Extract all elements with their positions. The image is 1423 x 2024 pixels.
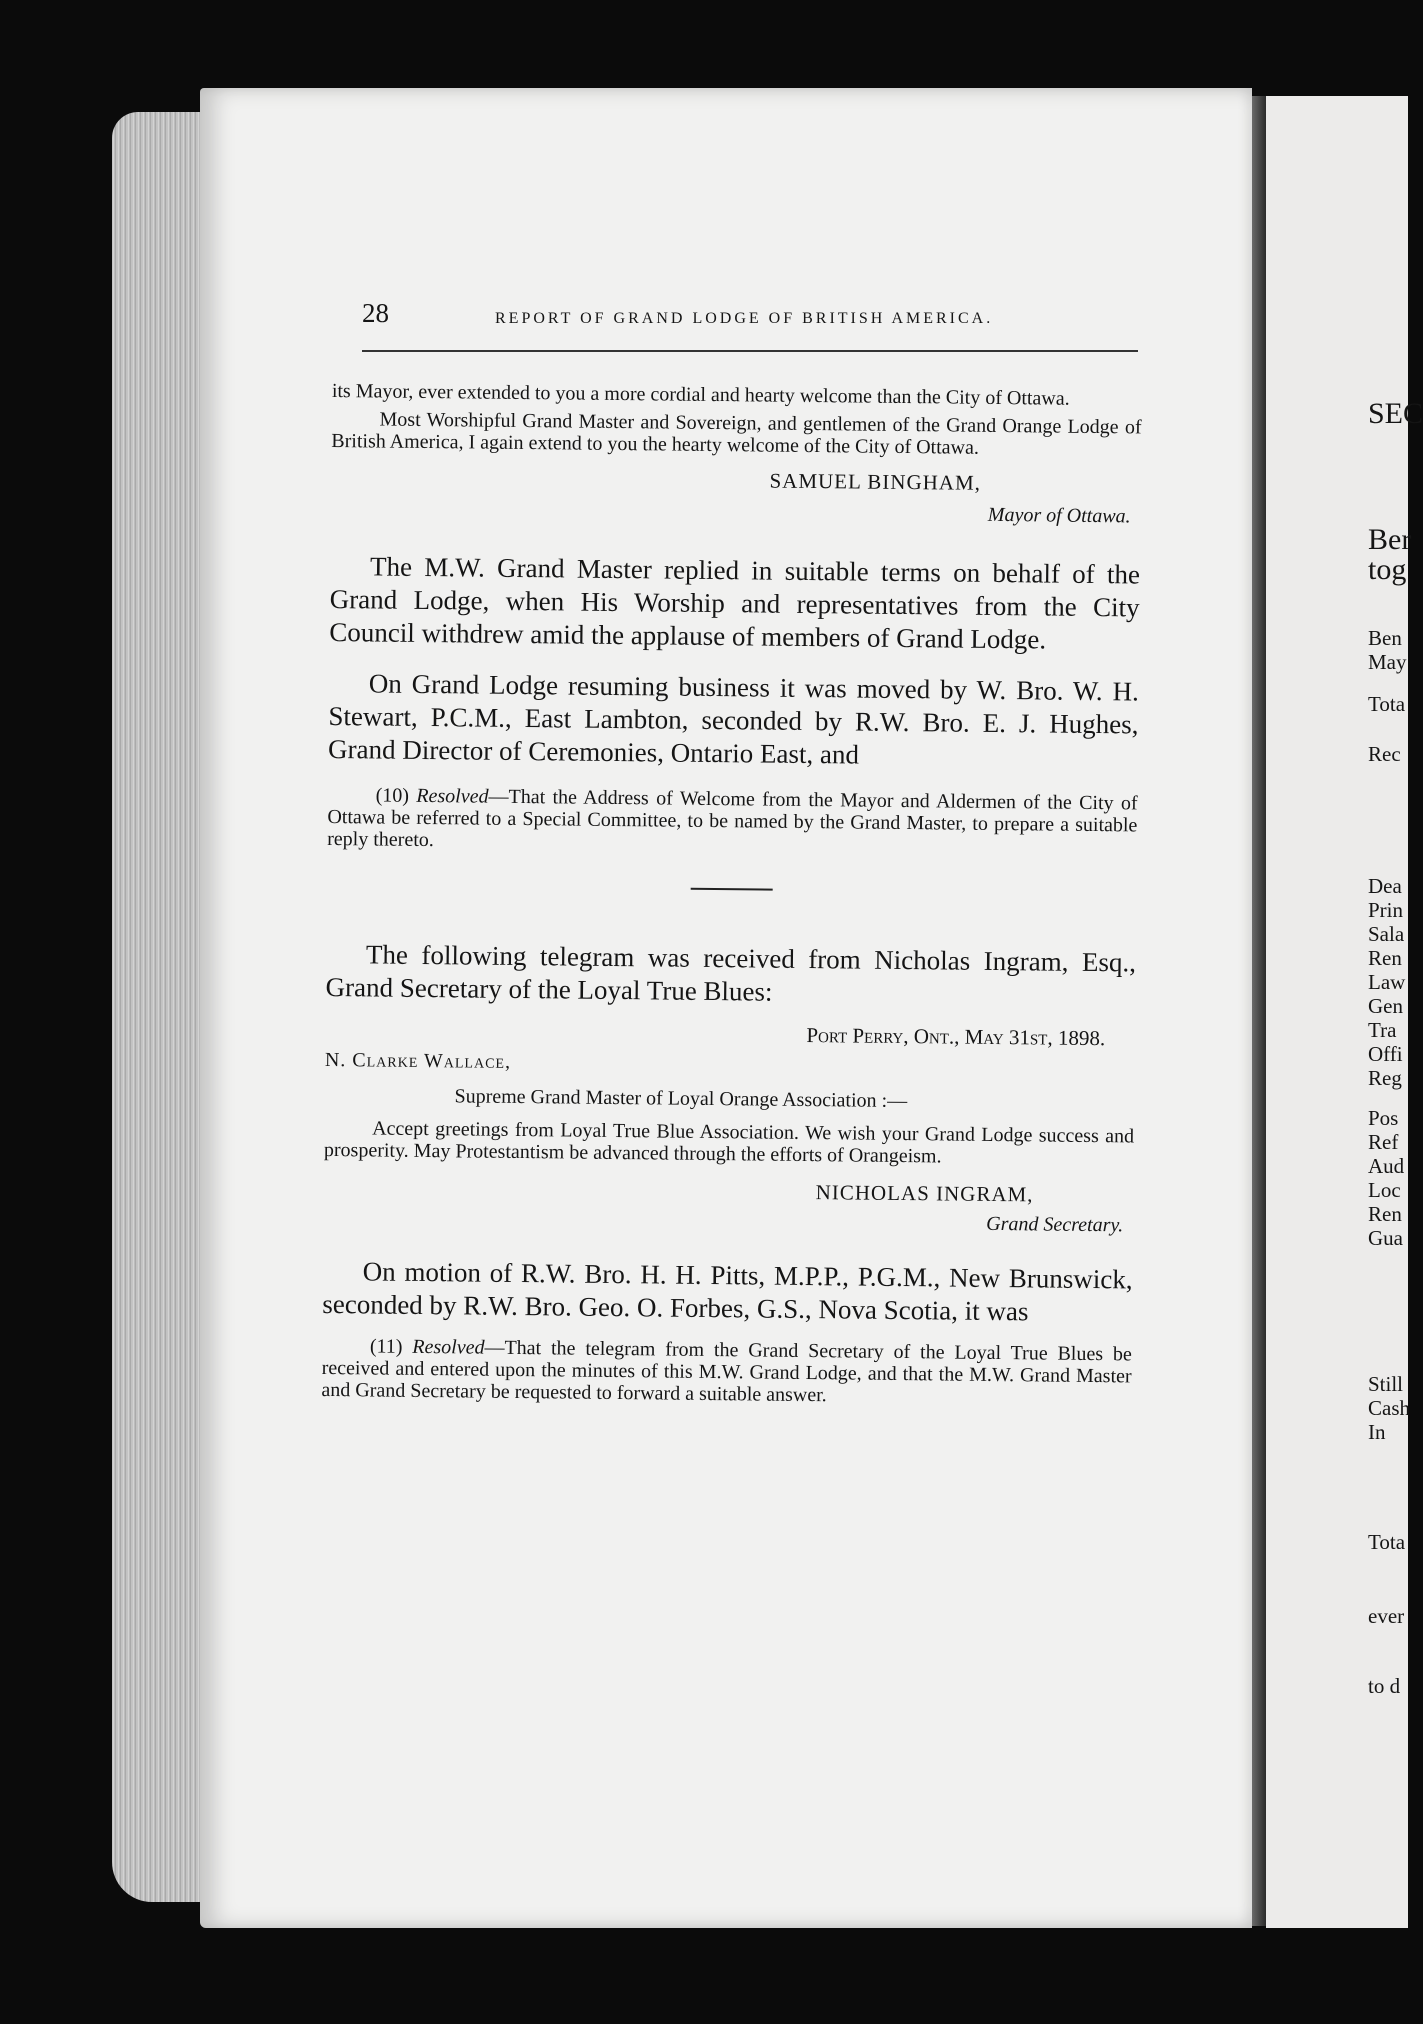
right-page <box>1266 96 1423 1928</box>
right-fragment: Ren <box>1368 1202 1402 1226</box>
signature-name: SAMUEL BINGHAM, <box>769 468 982 495</box>
right-fragment: Tra <box>1368 1018 1397 1042</box>
running-head: REPORT OF GRAND LODGE OF BRITISH AMERICA. <box>495 310 994 327</box>
resolution-10 <box>327 784 1138 858</box>
right-fragment: Still <box>1368 1372 1404 1396</box>
right-fragment: to d <box>1368 1674 1401 1698</box>
paragraph: The following telegram was received from Nicholas Ingram, Esq., Grand Secretary of the Loyal True Blues: <box>325 939 1137 1007</box>
telegram-dateline: Port Perry, Ont., May 31st, 1898. <box>806 1023 1106 1051</box>
right-fragment: Prin <box>1368 898 1404 922</box>
right-fragment: Cash <box>1368 1396 1410 1420</box>
right-fragment: Tota <box>1368 692 1406 716</box>
signature-name: NICHOLAS INGRAM, <box>815 1180 1034 1207</box>
resolution-text: —That the Address of Welcome from the Mayor and Aldermen of the City of Ottawa be referred to a Special Committee, to be named by the Grand Master, to prepare a suitable reply thereto. <box>327 785 1138 852</box>
right-fragment: SEC <box>1368 397 1423 430</box>
resolution-text: —That the telegram from the Grand Secretary of the Loyal True Blues be received and entered upon the minutes of this M.W. Grand Lodge, and that the M.W. Grand Master and Grand Secretary be requested to forward a suitable answer. <box>321 1336 1132 1407</box>
page-body <box>321 380 1142 1409</box>
right-fragment: Loc <box>1368 1178 1401 1202</box>
right-fragment: Law <box>1368 970 1406 994</box>
right-fragment: Gen <box>1368 994 1403 1018</box>
paragraph: The M.W. Grand Master replied in suitable terms on behalf of the Grand Lodge, when His Worship and representatives from the City Council withdrew amid the applause of members of Grand Lodge. <box>329 551 1141 655</box>
right-fragment: Rec <box>1368 742 1401 766</box>
paragraph: On motion of R.W. Bro. H. H. Pitts, M.P.P., P.G.M., New Brunswick, seconded by R.W. Bro. Geo. O. Forbes, G.S., Nova Scotia, it was <box>322 1256 1133 1327</box>
right-fragment: May <box>1368 650 1407 674</box>
right-fragment: Ber <box>1368 523 1412 556</box>
right-fragment: Ref <box>1368 1130 1399 1154</box>
signature-title: Mayor of Ottawa. <box>987 503 1131 528</box>
paragraph: its Mayor, ever extended to you a more cordial and hearty welcome than the City of Ottawa. <box>331 380 1070 410</box>
resolution-number: (11) <box>369 1335 403 1358</box>
right-fragment: Dea <box>1368 874 1402 898</box>
right-fragment: Sala <box>1368 922 1405 946</box>
telegram-addressee-title: Supreme Grand Master of Loyal Orange Association :— <box>454 1085 908 1113</box>
right-fragment: Aud <box>1368 1154 1405 1178</box>
right-fragment: Gua <box>1368 1226 1403 1250</box>
paragraph: On Grand Lodge resuming business it was moved by W. Bro. W. H. Stewart, P.C.M., East Lambton, seconded by R.W. Bro. E. J. Hughes, Grand Director of Ceremonies, Ontario East, and <box>327 668 1139 770</box>
resolution-number: (10) <box>375 784 410 807</box>
resolution-label: Resolved <box>412 1335 485 1359</box>
resolution-11 <box>321 1335 1132 1409</box>
resolution-label: Resolved <box>416 784 489 808</box>
book-gutter <box>1252 96 1266 1926</box>
right-fragment: ever <box>1368 1604 1405 1628</box>
right-fragment: Offi <box>1368 1042 1403 1066</box>
telegram-text: Accept greetings from Loyal True Blue Association. We wish your Grand Lodge success and prosperity. May Protestantism be advanced through the efforts of Orangeism. <box>323 1117 1135 1168</box>
right-fragment: Ren <box>1368 946 1402 970</box>
header-rule <box>362 350 1138 352</box>
right-fragment: Pos <box>1368 1106 1399 1130</box>
right-fragment: Ben <box>1368 626 1402 650</box>
telegram-addressee: N. Clarke Wallace, <box>324 1048 512 1073</box>
right-fragment: Tota <box>1368 1530 1406 1554</box>
page-number: 28 <box>362 298 389 328</box>
page-header <box>362 298 1140 338</box>
right-fragment: tog <box>1368 553 1407 586</box>
right-fragment: Reg <box>1368 1066 1402 1090</box>
paragraph: Most Worshipful Grand Master and Sovereign, and gentlemen of the Grand Orange Lodge of British America, I again extend to you the hearty welcome of the City of Ottawa. <box>331 408 1142 459</box>
signature-title: Grand Secretary. <box>986 1212 1124 1237</box>
section-separator <box>691 888 773 891</box>
right-fragment: In <box>1368 1420 1386 1444</box>
